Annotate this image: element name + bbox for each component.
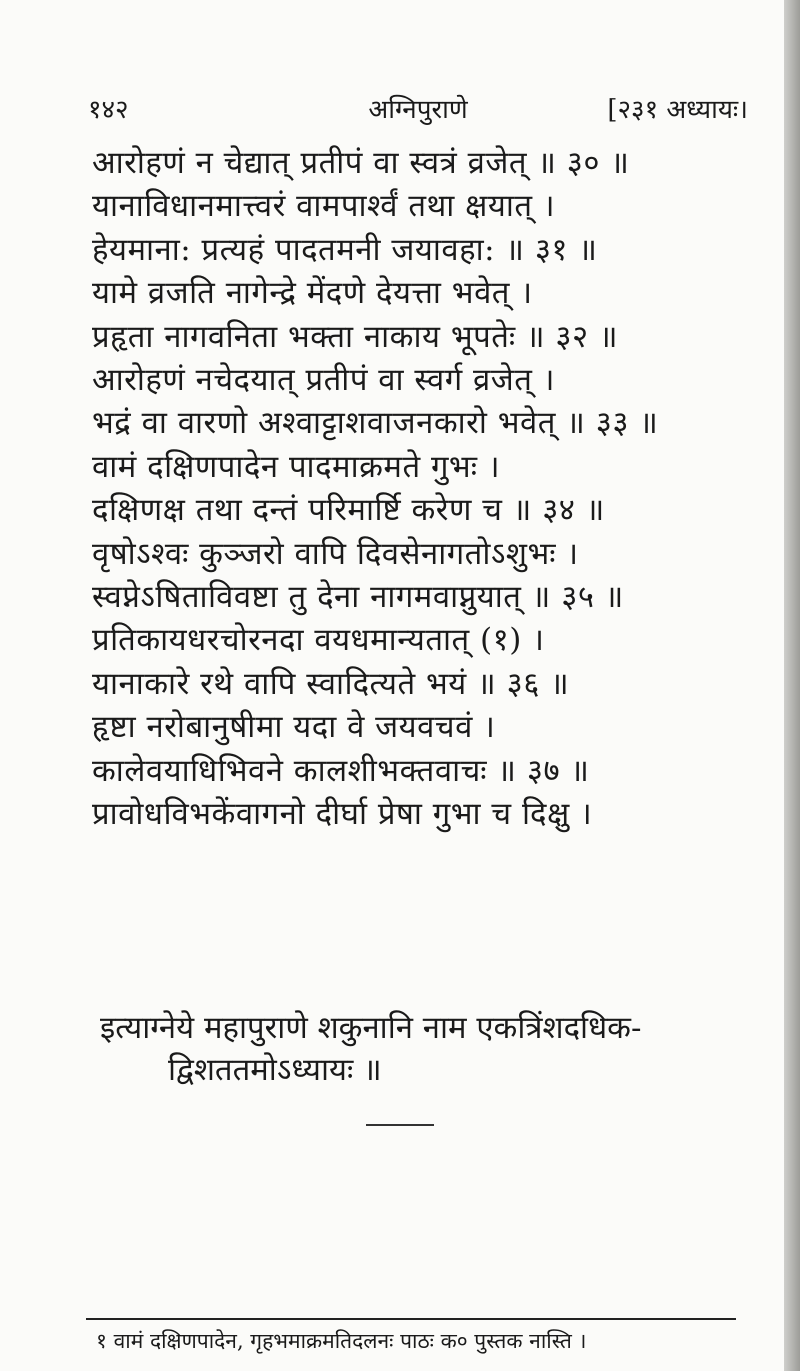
verse-line: आरोहणं न चेद्यात् प्रतीपं वा स्वत्रं व्रजेत् ॥ ३० ॥ bbox=[92, 145, 630, 181]
colophon-line: इत्याग्नेये महापुराणे शकुनानि नाम एकत्रिंशदधिक- bbox=[100, 1010, 642, 1046]
verse-block bbox=[92, 142, 742, 837]
colophon-line: द्विशततमोऽध्यायः ॥ bbox=[168, 1052, 382, 1088]
footnote-rule bbox=[86, 1318, 736, 1320]
verse-line: कालेवयाधिभिवने कालशीभक्तवाचः ॥ ३७ ॥ bbox=[92, 752, 590, 789]
section-reference: [२३१ अध्यायः। bbox=[607, 95, 748, 125]
page-edge-shadow bbox=[784, 0, 800, 1371]
chapter-colophon bbox=[100, 1007, 740, 1091]
page-number: १४२ bbox=[88, 95, 129, 125]
verse-line: यानाविधानमात्त्वरं वामपार्श्वं तथा क्षयात् । bbox=[92, 188, 556, 225]
verse-line: आरोहणं नचेदयात् प्रतीपं वा स्वर्ग व्रजेत् । bbox=[92, 362, 556, 399]
page-header bbox=[88, 90, 748, 130]
verse-line: प्रतिकायधरचोरनदा वयधमान्यतात् (१) । bbox=[92, 622, 545, 659]
footnote: १ वामं दक्षिणपादेन, गृहभमाक्रमतिदलनः पाठः क० पुस्तक नास्ति । bbox=[96, 1329, 587, 1353]
verse-line: यानाकारे रथे वापि स्वादित्यते भयं ॥ ३६ ॥ bbox=[92, 665, 570, 702]
verse-line: प्रावोधविभकेंवागनो दीर्घा प्रेषा गुभा च दिक्षु । bbox=[92, 796, 593, 833]
verse-line: वृषोऽश्वः कुञ्जरो वापि दिवसेनागतोऽशुभः । bbox=[92, 535, 579, 572]
verse-line: प्रहृता नागवनिता भक्ता नाकाय भूपतेः ॥ ३२ ॥ bbox=[92, 318, 619, 355]
running-title: अग्निपुराणे bbox=[368, 95, 468, 125]
verse-line: यामे व्रजति नागेन्द्रे मेंदणे देयत्ता भवेत् । bbox=[92, 275, 533, 312]
verse-line: हृष्टा नरोबानुषीमा यदा वे जयवचवं । bbox=[92, 709, 496, 746]
verse-line: हेयमाना: प्रत्यहं पादतमनी जयावहा: ॥ ३१ ॥ bbox=[92, 231, 598, 268]
verse-line: स्वप्नेऽषिताविवष्टा तु देना नागमवाप्नुयात् ॥ ३५ ॥ bbox=[92, 579, 624, 616]
verse-line: दक्षिणक्ष तथा दन्तं परिमार्ष्टि करेण च ॥ ३४ ॥ bbox=[92, 492, 605, 529]
verse-line: वामं दक्षिणपादेन पादमाक्रमते गुभः । bbox=[92, 448, 501, 485]
verse-line: भद्रं वा वारणो अश्वाट्टाशवाजनकारो भवेत् ॥ ३३ ॥ bbox=[92, 405, 659, 442]
section-divider bbox=[366, 1124, 434, 1126]
